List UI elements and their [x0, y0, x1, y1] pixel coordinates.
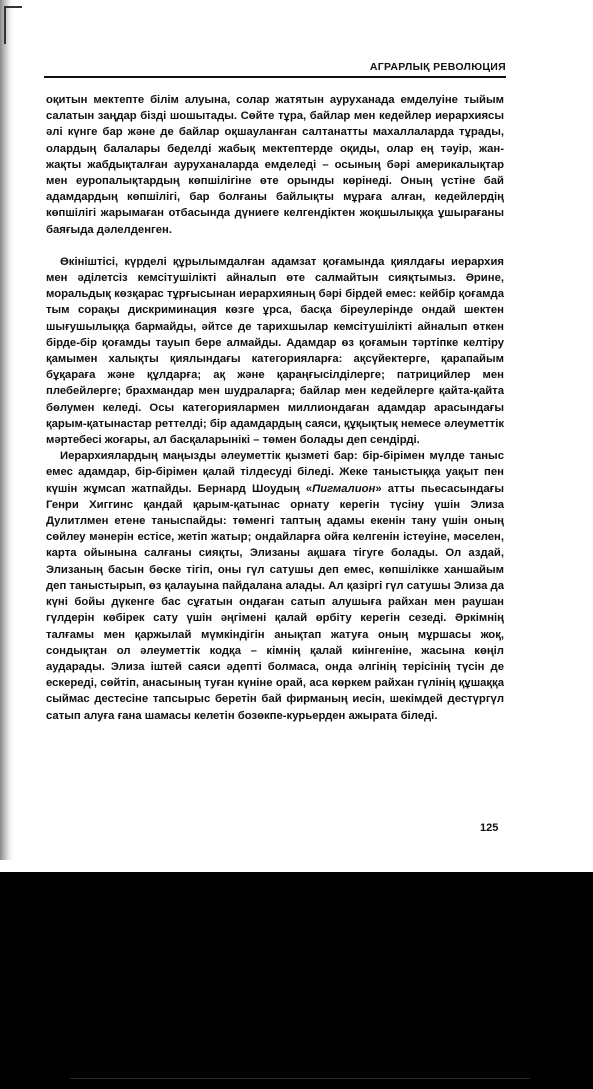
paragraph-1: оқитын мектепте білім алуына, солар жатятын аурухaнада емделуіне тыйым салатын заңдар бізді шошытады. Сөйте тұра, байлар мен кедейлер иерархиясы әлі күнге бар және де байлар оқшауланған салтанатты махаллаларда тұрады, олардың балалары беделді жабық мектептерде оқиды, олар ең тәуір, жан-жақты жабдықталған ауруханаларда емделеді – осының бәрі америкалықтар мен еуропалықтардың көпшілігіне өте орынды көрінеді. Оның үстіне бай адамдардың көпшілігі, бар болғаны байлықты мұраға алған, кедейлердің көпшілігі жарымаған отбасында дүниеге келгендіктен жоқшылыққа ұшырағаны баяғыда дәлелденген. — [46, 94, 504, 236]
page-number: 125 — [480, 822, 499, 834]
paragraph-3-part-a: Иерархиялардың маңызды әлеуметтік қызметі бар: бір-бірімен мүлде таныс емес адамдар, бір-бірімен қалай тілдесуді біледі. Жеке таныстыққа уақыт пен күшін жұмсап жатпайды. Бернард Шоудың « — [46, 450, 504, 495]
text-body — [46, 92, 504, 724]
page-edge-shadow — [0, 0, 14, 860]
paragraph-2: Өкініштісі, күрделі құрылымдалған адамзат қоғамында қиялдағы иерархия мен әділетсіз кемсітушілікті айналып өте салмайтын сияқтымыз. Әрине, моральдық көзқарас тұрғысынан иерархияның бәрі бірдей емес: кейбір қоғамда тым сорақы дискриминация көзге ұрса, басқа біреулерінде ондай шектен шығушылыққа бармайды, әйтсе де тарихшылар кемсітушілікті айналып өткен бірде-бір қоғамды тауып бере алмайды. Адамдар өз қоғамын тәртіпке келтіру қамымен халықты қиялындағы категорияларға: ақсүйектерге, қарапайым бұқараға және құлдарға; ақ және қараңғысілділерге; патрицийлер мен плебейлерге; брахмандар мен шудраларға; байлар мен кедейлерге қайта-қайта бөлумен келеді. Осы категориялармен миллиондаған адамдар арасындағы қарым-қатынастар реттелді; бір адамдардың саяси, құқықтық немесе әлеуметтік мәртебесі жоғары, ал басқаларынікі – төмен болады деп сендірді. — [46, 255, 504, 447]
running-title: АГРАРЛЫҚ РЕВОЛЮЦИЯ — [369, 61, 506, 73]
scan-band-line — [70, 1078, 530, 1079]
play-title: Пигмалион — [312, 482, 376, 495]
paragraph-3-part-b: » атты пьесасындағы Генри Хиггинс қандай қарым-қатынас орнату керегін түсіну үшін Элиза Дулитлмен етене таныспайды: төменгі таптың адамы екенін тану үшін оның сөйлеу мәнерін естісе, жетіп жатыр; ондайларға ойға келгенін істеуіне, мәселен, карта ойынына салғаны сияқты, Элизаны ақшаға тігуге болады. Ол аздай, Элизаның басын бөске тігіп, оны гүл сатушы деп емес, көпшілікке ханшайым деп таныстырып, өз қалауына пайдалана алады. Ал қазіргі гүл сатушы Элиза да күні бойы дүкенге бас сұғатын ондаған сатып алушыға райхан мен раушан гүлдерін көбірек сату үшін әңгімені қалай өрбіту керегін сезеді. Әркімнің талғамы мен қаржылай мүмкіндігін анықтап жатуға оның мұршасы жоқ, сондықтан ол әлеуметтік кодқа – кімнің қалай киінгеніне, жасына көңіл аударады. Элиза іштей саяси әдепті болмаса, онда әлгінің терісінің түсін де ескереді, сөйтіп, анасының туған күніне орай, аса көркем райхан гүлінің құшаққа сыймас дестесіне тапсырыс беретін бай фирманың иесін, шекімдей дестүргүл сатып алуға ғана шамасы келетін бозөкпе-курьерден ажырата біледі. — [46, 482, 505, 722]
page-header — [44, 50, 506, 78]
scan-black-band — [0, 872, 593, 1089]
scan-corner-mark — [4, 6, 22, 44]
paragraph-3 — [46, 448, 504, 723]
